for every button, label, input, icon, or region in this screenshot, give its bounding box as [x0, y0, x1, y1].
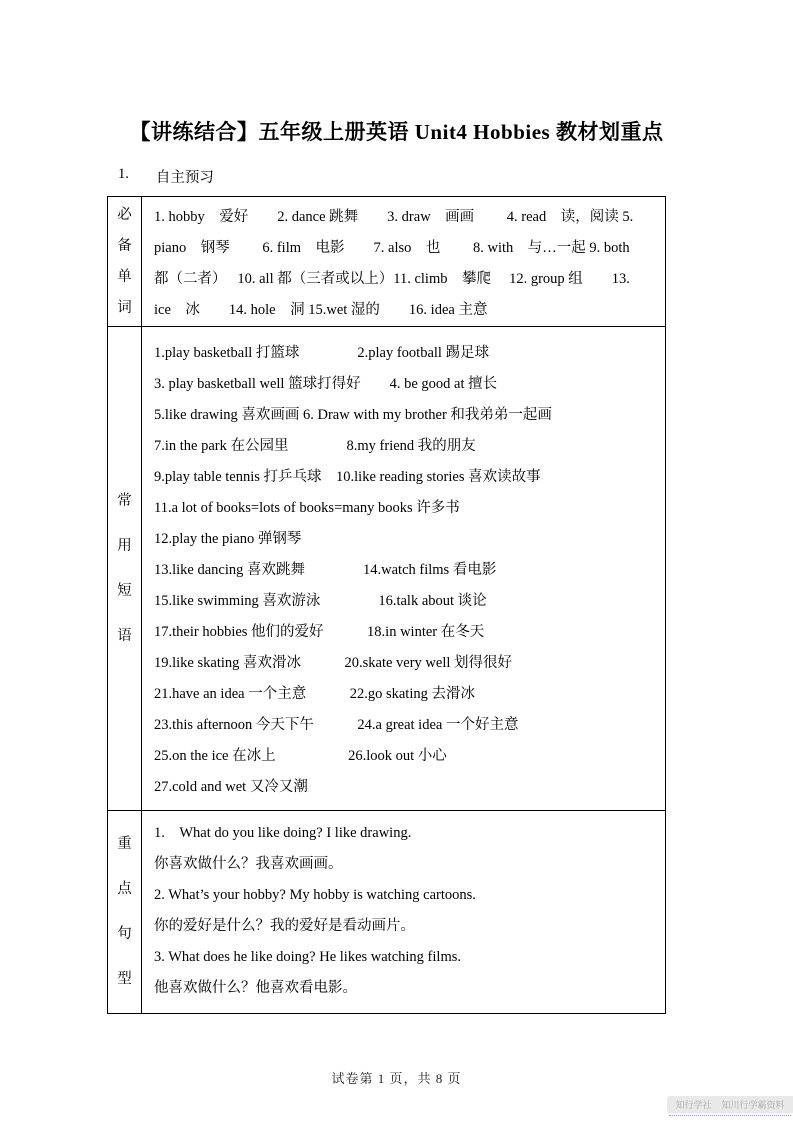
study-table — [107, 196, 666, 1014]
watermark-badge — [667, 1096, 793, 1113]
row-header-char: 重 — [117, 836, 132, 852]
sentence-line: 1. What do you like doing? I like drawing. — [154, 825, 412, 841]
row-header-char: 单 — [117, 268, 132, 285]
sentences-content — [142, 811, 665, 1013]
row-header-char: 点 — [117, 881, 132, 897]
vocab-line: piano 钢琴 6. film 电影 7. also 也 8. with 与…一起 9. both — [154, 240, 630, 256]
row-header-char: 语 — [117, 627, 132, 644]
section-heading — [118, 166, 214, 187]
row-header-char: 句 — [117, 926, 132, 942]
phrases-content — [142, 327, 665, 810]
sentence-line: 他喜欢做什么？他喜欢看电影。 — [154, 980, 357, 996]
row-header-char: 词 — [117, 299, 132, 316]
vocab-line: 1. hobby 爱好 2. dance 跳舞 3. draw 画画 4. read 读，阅读 5. — [154, 209, 634, 225]
phrase-line: 23.this afternoon 今天下午 24.a great idea 一个好主意 — [154, 717, 519, 733]
sentence-line: 你的爱好是什么？我的爱好是看动画片。 — [154, 918, 415, 934]
row-header-char: 备 — [117, 237, 132, 254]
phrase-line: 7.in the park 在公园里 8.my friend 我的朋友 — [154, 438, 476, 454]
section-number: 1. — [118, 166, 129, 182]
phrase-line: 13.like dancing 喜欢跳舞 14.watch films 看电影 — [154, 562, 497, 578]
phrase-line: 19.like skating 喜欢滑冰 20.skate very well 划得很好 — [154, 655, 513, 671]
table-row-phrases — [108, 326, 665, 810]
vocab-line: ice 冰 14. hole 洞 15.wet 湿的 16. idea 主意 — [154, 302, 488, 318]
phrase-line: 21.have an idea 一个主意 22.go skating 去滑冰 — [154, 686, 475, 702]
phrase-line: 9.play table tennis 打乒乓球 10.like reading stories 喜欢读故事 — [154, 469, 541, 485]
row-header-char: 型 — [117, 971, 132, 987]
sentence-line: 3. What does he like doing? He likes watching films. — [154, 949, 461, 965]
row-header-vocabulary — [108, 197, 142, 326]
watermark-underline — [669, 1115, 791, 1116]
row-header-char: 常 — [117, 492, 132, 509]
page-footer: 试卷第 1 页，共 8 页 — [331, 1071, 462, 1086]
watermark-text-right: 知川行学霸资料 — [721, 1100, 785, 1110]
phrase-line: 12.play the piano 弹钢琴 — [154, 531, 302, 547]
phrase-line: 27.cold and wet 又冷又潮 — [154, 779, 308, 795]
row-header-char: 短 — [117, 582, 132, 599]
phrase-line: 25.on the ice 在冰上 26.look out 小心 — [154, 748, 447, 764]
phrase-line: 1.play basketball 打篮球 2.play football 踢足球 — [154, 345, 490, 361]
section-title: 自主预习 — [155, 170, 214, 186]
table-row-vocabulary — [108, 197, 665, 326]
row-header-char: 用 — [117, 537, 132, 554]
sentence-line: 2. What’s your hobby? My hobby is watching cartoons. — [154, 887, 476, 903]
row-header-phrases — [108, 327, 142, 810]
phrase-line: 15.like swimming 喜欢游泳 16.talk about 谈论 — [154, 593, 487, 609]
phrase-line: 3. play basketball well 篮球打得好 4. be good at 擅长 — [154, 376, 498, 392]
phrase-line: 5.like drawing 喜欢画画 6. Draw with my brother 和我弟弟一起画 — [154, 407, 552, 423]
watermark-text-left: 知行学社 — [675, 1100, 712, 1110]
table-row-sentences — [108, 810, 665, 1013]
row-header-sentences — [108, 811, 142, 1013]
page-title: 【讲练结合】五年级上册英语 Unit4 Hobbies 教材划重点 — [129, 120, 664, 144]
sentence-line: 你喜欢做什么？我喜欢画画。 — [154, 856, 343, 872]
vocab-line: 都（二者） 10. all 都（三者或以上）11. climb 攀爬 12. group 组 13. — [154, 271, 630, 287]
phrase-line: 17.their hobbies 他们的爱好 18.in winter 在冬天 — [154, 624, 485, 640]
vocabulary-content — [142, 197, 665, 326]
row-header-char: 必 — [117, 206, 132, 223]
phrase-line: 11.a lot of books=lots of books=many books 许多书 — [154, 500, 460, 516]
